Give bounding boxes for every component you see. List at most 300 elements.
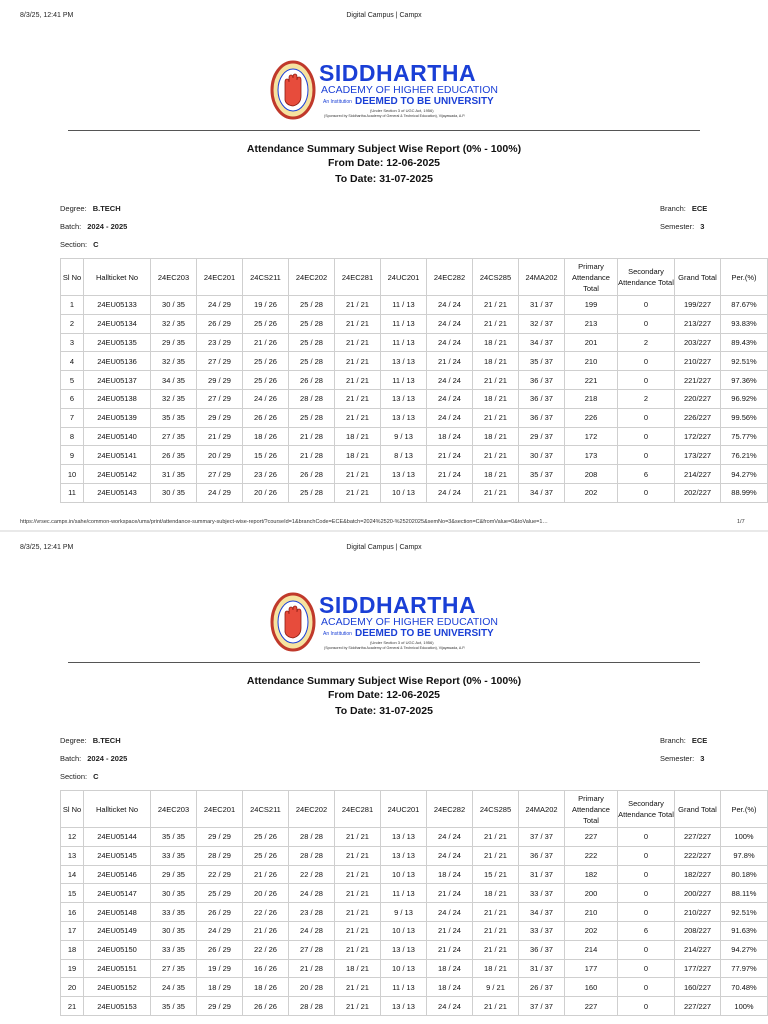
institution-name: SIDDHARTHA bbox=[319, 60, 477, 86]
cell-24ma202: 33 / 37 bbox=[519, 884, 565, 903]
cell-sl-no: 18 bbox=[61, 940, 84, 959]
cell-hallticket-no: 24EU05142 bbox=[84, 465, 151, 484]
cell-24ec281: 21 / 21 bbox=[335, 921, 381, 940]
cell-sl-no: 3 bbox=[61, 333, 84, 352]
cell-24ma202: 31 / 37 bbox=[519, 959, 565, 978]
cell-sl-no: 21 bbox=[61, 997, 84, 1016]
cell-24cs211: 21 / 26 bbox=[243, 865, 289, 884]
cell-24ec203: 31 / 35 bbox=[151, 465, 197, 484]
cell-24cs285: 15 / 21 bbox=[473, 865, 519, 884]
cell-hallticket-no: 24EU05143 bbox=[84, 483, 151, 502]
report-from-date: From Date: 12-06-2025 bbox=[327, 689, 441, 701]
cell-24uc201: 13 / 13 bbox=[381, 389, 427, 408]
table-row bbox=[61, 389, 768, 408]
column-header-24ma202: 24MA202 bbox=[519, 791, 565, 828]
cell-24ec282: 21 / 24 bbox=[427, 921, 473, 940]
cell-primary-total: 221 bbox=[565, 371, 618, 390]
cell-24ec203: 32 / 35 bbox=[151, 352, 197, 371]
cell-hallticket-no: 24EU05140 bbox=[84, 427, 151, 446]
cell-24cs211: 15 / 26 bbox=[243, 446, 289, 465]
cell-24ec281: 21 / 21 bbox=[335, 333, 381, 352]
cell-24cs211: 25 / 26 bbox=[243, 371, 289, 390]
cell-grand-total: 199/227 bbox=[675, 296, 721, 315]
cell-percentage: 100% bbox=[721, 997, 768, 1016]
cell-24ma202: 34 / 37 bbox=[519, 903, 565, 922]
cell-grand-total: 214/227 bbox=[675, 465, 721, 484]
cell-grand-total: 208/227 bbox=[675, 921, 721, 940]
cell-24ec202: 21 / 28 bbox=[289, 427, 335, 446]
cell-24ma202: 34 / 37 bbox=[519, 333, 565, 352]
cell-24ma202: 37 / 37 bbox=[519, 997, 565, 1016]
cell-24ec202: 24 / 28 bbox=[289, 921, 335, 940]
report-title: Attendance Summary Subject Wise Report (0% - 100%) bbox=[246, 143, 522, 155]
table-row bbox=[61, 371, 768, 390]
cell-24cs211: 19 / 26 bbox=[243, 296, 289, 315]
cell-grand-total: 222/227 bbox=[675, 846, 721, 865]
cell-percentage: 88.11% bbox=[721, 884, 768, 903]
cell-percentage: 94.27% bbox=[721, 940, 768, 959]
cell-24ec201: 26 / 29 bbox=[197, 940, 243, 959]
column-header-24cs211: 24CS211 bbox=[243, 791, 289, 828]
cell-24ec203: 29 / 35 bbox=[151, 333, 197, 352]
cell-secondary-total: 0 bbox=[618, 483, 675, 502]
meta-batch: Batch: 2024 - 2025 bbox=[60, 222, 128, 231]
column-header-24ec282: 24EC282 bbox=[427, 259, 473, 296]
column-header-secondary-total: Secondary Attendance Total bbox=[618, 259, 675, 296]
cell-24ec201: 26 / 29 bbox=[197, 903, 243, 922]
cell-24ec281: 18 / 21 bbox=[335, 427, 381, 446]
cell-sl-no: 6 bbox=[61, 389, 84, 408]
cell-24cs285: 18 / 21 bbox=[473, 389, 519, 408]
cell-24ec282: 21 / 24 bbox=[427, 940, 473, 959]
cell-24ec203: 24 / 35 bbox=[151, 978, 197, 997]
print-site-title: Digital Campus | Campx bbox=[346, 544, 422, 551]
cell-secondary-total: 0 bbox=[618, 940, 675, 959]
cell-secondary-total: 0 bbox=[618, 371, 675, 390]
cell-24cs285: 21 / 21 bbox=[473, 371, 519, 390]
cell-24ec202: 28 / 28 bbox=[289, 997, 335, 1016]
cell-24cs211: 26 / 26 bbox=[243, 997, 289, 1016]
report-from-date: From Date: 12-06-2025 bbox=[327, 157, 441, 169]
cell-primary-total: 202 bbox=[565, 483, 618, 502]
cell-grand-total: 213/227 bbox=[675, 314, 721, 333]
cell-primary-total: 200 bbox=[565, 884, 618, 903]
cell-24ec281: 21 / 21 bbox=[335, 483, 381, 502]
column-header-secondary-total: Secondary Attendance Total bbox=[618, 791, 675, 828]
cell-sl-no: 12 bbox=[61, 828, 84, 847]
cell-24ec202: 21 / 28 bbox=[289, 446, 335, 465]
cell-secondary-total: 0 bbox=[618, 903, 675, 922]
cell-24cs285: 18 / 21 bbox=[473, 333, 519, 352]
print-site-title: Digital Campus | Campx bbox=[346, 12, 422, 19]
cell-24uc201: 13 / 13 bbox=[381, 846, 427, 865]
cell-24ma202: 34 / 37 bbox=[519, 483, 565, 502]
table-row bbox=[61, 828, 768, 847]
cell-24ma202: 33 / 37 bbox=[519, 921, 565, 940]
cell-24cs211: 21 / 26 bbox=[243, 333, 289, 352]
cell-24ec202: 25 / 28 bbox=[289, 483, 335, 502]
cell-24ec202: 21 / 28 bbox=[289, 959, 335, 978]
cell-24ec203: 27 / 35 bbox=[151, 959, 197, 978]
cell-primary-total: 227 bbox=[565, 997, 618, 1016]
cell-24ec282: 24 / 24 bbox=[427, 371, 473, 390]
cell-percentage: 92.51% bbox=[721, 352, 768, 371]
cell-grand-total: 226/227 bbox=[675, 408, 721, 427]
table-row bbox=[61, 333, 768, 352]
cell-24ec202: 22 / 28 bbox=[289, 865, 335, 884]
cell-24uc201: 10 / 13 bbox=[381, 959, 427, 978]
cell-24ma202: 36 / 37 bbox=[519, 408, 565, 427]
cell-24ec202: 26 / 28 bbox=[289, 465, 335, 484]
cell-24uc201: 11 / 13 bbox=[381, 314, 427, 333]
cell-hallticket-no: 24EU05137 bbox=[84, 371, 151, 390]
cell-secondary-total: 2 bbox=[618, 333, 675, 352]
cell-24ma202: 36 / 37 bbox=[519, 389, 565, 408]
cell-24ec281: 21 / 21 bbox=[335, 389, 381, 408]
cell-24ec201: 27 / 29 bbox=[197, 465, 243, 484]
column-header-24cs285: 24CS285 bbox=[473, 259, 519, 296]
cell-24uc201: 13 / 13 bbox=[381, 828, 427, 847]
cell-24ec203: 33 / 35 bbox=[151, 940, 197, 959]
cell-24cs285: 21 / 21 bbox=[473, 997, 519, 1016]
cell-24ec281: 21 / 21 bbox=[335, 314, 381, 333]
column-header-24ec282: 24EC282 bbox=[427, 791, 473, 828]
cell-secondary-total: 0 bbox=[618, 427, 675, 446]
cell-sl-no: 20 bbox=[61, 978, 84, 997]
cell-24ec282: 24 / 24 bbox=[427, 333, 473, 352]
cell-24ec282: 18 / 24 bbox=[427, 959, 473, 978]
cell-secondary-total: 0 bbox=[618, 352, 675, 371]
column-header-24ec281: 24EC281 bbox=[335, 791, 381, 828]
cell-grand-total: 220/227 bbox=[675, 389, 721, 408]
cell-24ec201: 18 / 29 bbox=[197, 978, 243, 997]
meta-branch: Branch: ECE bbox=[660, 736, 708, 745]
cell-24ma202: 35 / 37 bbox=[519, 352, 565, 371]
cell-24ma202: 32 / 37 bbox=[519, 314, 565, 333]
cell-primary-total: 213 bbox=[565, 314, 618, 333]
cell-24cs285: 9 / 21 bbox=[473, 978, 519, 997]
cell-24cs285: 21 / 21 bbox=[473, 446, 519, 465]
institution-logo bbox=[270, 592, 498, 654]
cell-24cs285: 21 / 21 bbox=[473, 828, 519, 847]
attendance-table bbox=[60, 790, 768, 1016]
cell-grand-total: 203/227 bbox=[675, 333, 721, 352]
cell-percentage: 87.67% bbox=[721, 296, 768, 315]
cell-24cs285: 21 / 21 bbox=[473, 408, 519, 427]
column-header-24ec202: 24EC202 bbox=[289, 791, 335, 828]
table-row bbox=[61, 446, 768, 465]
institution-subtitle: ACADEMY OF HIGHER EDUCATION bbox=[321, 84, 498, 96]
cell-24ec282: 24 / 24 bbox=[427, 314, 473, 333]
cell-24uc201: 10 / 13 bbox=[381, 483, 427, 502]
cell-24ma202: 31 / 37 bbox=[519, 865, 565, 884]
cell-primary-total: 222 bbox=[565, 846, 618, 865]
cell-24uc201: 13 / 13 bbox=[381, 940, 427, 959]
cell-grand-total: 210/227 bbox=[675, 903, 721, 922]
cell-24ec282: 24 / 24 bbox=[427, 296, 473, 315]
institution-deemed: DEEMED TO BE UNIVERSITY bbox=[355, 96, 494, 107]
cell-primary-total: 172 bbox=[565, 427, 618, 446]
cell-sl-no: 5 bbox=[61, 371, 84, 390]
cell-24ec282: 24 / 24 bbox=[427, 483, 473, 502]
cell-hallticket-no: 24EU05149 bbox=[84, 921, 151, 940]
column-header-24cs211: 24CS211 bbox=[243, 259, 289, 296]
cell-sl-no: 11 bbox=[61, 483, 84, 502]
table-header-row bbox=[61, 259, 768, 296]
cell-24cs211: 25 / 26 bbox=[243, 828, 289, 847]
column-header-grand-total: Grand Total bbox=[675, 791, 721, 828]
cell-24ec203: 32 / 35 bbox=[151, 314, 197, 333]
institution-note1: (Under Section 3 of UGC Act, 1956) bbox=[370, 108, 434, 113]
column-header-primary-total: Primary Attendance Total bbox=[565, 259, 618, 296]
cell-grand-total: 200/227 bbox=[675, 884, 721, 903]
cell-hallticket-no: 24EU05134 bbox=[84, 314, 151, 333]
siddhartha-seal-icon bbox=[270, 592, 316, 652]
cell-24ec282: 21 / 24 bbox=[427, 352, 473, 371]
cell-secondary-total: 0 bbox=[618, 865, 675, 884]
column-header-sl-no: Sl No bbox=[61, 791, 84, 828]
cell-hallticket-no: 24EU05139 bbox=[84, 408, 151, 427]
cell-24cs211: 25 / 26 bbox=[243, 352, 289, 371]
column-header-24uc201: 24UC201 bbox=[381, 259, 427, 296]
cell-24ec282: 24 / 24 bbox=[427, 903, 473, 922]
cell-24cs285: 18 / 21 bbox=[473, 959, 519, 978]
cell-secondary-total: 0 bbox=[618, 296, 675, 315]
institution-deemed: DEEMED TO BE UNIVERSITY bbox=[355, 628, 494, 639]
cell-primary-total: 227 bbox=[565, 828, 618, 847]
cell-24ec203: 33 / 35 bbox=[151, 903, 197, 922]
cell-primary-total: 210 bbox=[565, 352, 618, 371]
cell-24cs285: 18 / 21 bbox=[473, 884, 519, 903]
cell-24ec281: 21 / 21 bbox=[335, 465, 381, 484]
cell-hallticket-no: 24EU05152 bbox=[84, 978, 151, 997]
meta-degree: Degree: B.TECH bbox=[60, 736, 121, 745]
cell-percentage: 89.43% bbox=[721, 333, 768, 352]
cell-primary-total: 173 bbox=[565, 446, 618, 465]
cell-grand-total: 227/227 bbox=[675, 828, 721, 847]
meta-section: Section: C bbox=[60, 772, 99, 781]
cell-24cs285: 21 / 21 bbox=[473, 921, 519, 940]
cell-hallticket-no: 24EU05144 bbox=[84, 828, 151, 847]
cell-percentage: 100% bbox=[721, 828, 768, 847]
table-row bbox=[61, 865, 768, 884]
cell-24ec203: 35 / 35 bbox=[151, 997, 197, 1016]
print-datetime: 8/3/25, 12:41 PM bbox=[20, 544, 74, 551]
cell-24ec201: 27 / 29 bbox=[197, 389, 243, 408]
cell-24cs211: 18 / 26 bbox=[243, 427, 289, 446]
cell-24ec282: 24 / 24 bbox=[427, 828, 473, 847]
cell-24ec282: 24 / 24 bbox=[427, 389, 473, 408]
column-header-percentage: Per.(%) bbox=[721, 791, 768, 828]
cell-secondary-total: 0 bbox=[618, 959, 675, 978]
cell-24ec201: 25 / 29 bbox=[197, 884, 243, 903]
institution-note1: (Under Section 3 of UGC Act, 1956) bbox=[370, 640, 434, 645]
cell-hallticket-no: 24EU05148 bbox=[84, 903, 151, 922]
cell-24uc201: 9 / 13 bbox=[381, 427, 427, 446]
cell-24cs211: 25 / 26 bbox=[243, 314, 289, 333]
cell-24cs285: 21 / 21 bbox=[473, 296, 519, 315]
cell-24ec202: 28 / 28 bbox=[289, 846, 335, 865]
cell-percentage: 97.36% bbox=[721, 371, 768, 390]
cell-24ec282: 18 / 24 bbox=[427, 427, 473, 446]
cell-hallticket-no: 24EU05153 bbox=[84, 997, 151, 1016]
cell-primary-total: 160 bbox=[565, 978, 618, 997]
table-row bbox=[61, 940, 768, 959]
cell-24ec281: 21 / 21 bbox=[335, 408, 381, 427]
cell-sl-no: 1 bbox=[61, 296, 84, 315]
cell-24ec282: 18 / 24 bbox=[427, 978, 473, 997]
cell-24cs285: 21 / 21 bbox=[473, 483, 519, 502]
cell-hallticket-no: 24EU05145 bbox=[84, 846, 151, 865]
print-url: https://vrsec.campx.in/sahe/common-workspace/ums/print/attendance-summary-subject-wise-report/?courseId=1&branchCode=ECE&batch=2024%2520-%25202025&semNo=3&section=C&fromValue=0&toValue=1… bbox=[20, 519, 548, 525]
cell-secondary-total: 0 bbox=[618, 828, 675, 847]
cell-24ec201: 19 / 29 bbox=[197, 959, 243, 978]
cell-24ec203: 30 / 35 bbox=[151, 483, 197, 502]
cell-secondary-total: 0 bbox=[618, 978, 675, 997]
cell-24ec282: 21 / 24 bbox=[427, 446, 473, 465]
cell-24ec281: 21 / 21 bbox=[335, 903, 381, 922]
cell-percentage: 93.83% bbox=[721, 314, 768, 333]
report-title: Attendance Summary Subject Wise Report (0% - 100%) bbox=[246, 675, 522, 687]
table-row bbox=[61, 296, 768, 315]
cell-24ec281: 21 / 21 bbox=[335, 828, 381, 847]
cell-secondary-total: 0 bbox=[618, 846, 675, 865]
cell-24ec201: 29 / 29 bbox=[197, 371, 243, 390]
header-divider bbox=[68, 130, 700, 131]
cell-24ec202: 27 / 28 bbox=[289, 940, 335, 959]
cell-24ec282: 21 / 24 bbox=[427, 884, 473, 903]
cell-24ec281: 18 / 21 bbox=[335, 959, 381, 978]
attendance-table bbox=[60, 258, 768, 503]
cell-24ec282: 24 / 24 bbox=[427, 408, 473, 427]
cell-24uc201: 9 / 13 bbox=[381, 903, 427, 922]
column-header-24cs285: 24CS285 bbox=[473, 791, 519, 828]
meta-batch: Batch: 2024 - 2025 bbox=[60, 754, 128, 763]
cell-percentage: 88.99% bbox=[721, 483, 768, 502]
cell-24ma202: 35 / 37 bbox=[519, 465, 565, 484]
cell-sl-no: 9 bbox=[61, 446, 84, 465]
cell-24ec281: 21 / 21 bbox=[335, 865, 381, 884]
column-header-hallticket-no: Hallticket No bbox=[84, 259, 151, 296]
column-header-24ec201: 24EC201 bbox=[197, 259, 243, 296]
cell-24uc201: 13 / 13 bbox=[381, 997, 427, 1016]
cell-24ec202: 25 / 28 bbox=[289, 333, 335, 352]
institution-note2: (Sponsored by Siddhartha Academy of General & Technical Education), Vijayawada, A.P. bbox=[324, 646, 466, 650]
cell-24cs285: 18 / 21 bbox=[473, 352, 519, 371]
table-row bbox=[61, 959, 768, 978]
cell-24ma202: 37 / 37 bbox=[519, 828, 565, 847]
cell-24ec202: 23 / 28 bbox=[289, 903, 335, 922]
cell-24ec203: 30 / 35 bbox=[151, 296, 197, 315]
cell-24ec202: 25 / 28 bbox=[289, 296, 335, 315]
cell-sl-no: 2 bbox=[61, 314, 84, 333]
cell-primary-total: 214 bbox=[565, 940, 618, 959]
cell-24ec203: 30 / 35 bbox=[151, 884, 197, 903]
table-row bbox=[61, 921, 768, 940]
cell-hallticket-no: 24EU05133 bbox=[84, 296, 151, 315]
cell-24ec281: 18 / 21 bbox=[335, 446, 381, 465]
cell-24ec202: 25 / 28 bbox=[289, 314, 335, 333]
column-header-24ec201: 24EC201 bbox=[197, 791, 243, 828]
cell-24ec203: 32 / 35 bbox=[151, 389, 197, 408]
cell-24uc201: 11 / 13 bbox=[381, 884, 427, 903]
table-row bbox=[61, 884, 768, 903]
cell-24ma202: 31 / 37 bbox=[519, 296, 565, 315]
cell-sl-no: 15 bbox=[61, 884, 84, 903]
column-header-primary-total: Primary Attendance Total bbox=[565, 791, 618, 828]
column-header-sl-no: Sl No bbox=[61, 259, 84, 296]
cell-24ec202: 28 / 28 bbox=[289, 389, 335, 408]
cell-percentage: 91.63% bbox=[721, 921, 768, 940]
cell-24cs211: 18 / 26 bbox=[243, 978, 289, 997]
cell-grand-total: 177/227 bbox=[675, 959, 721, 978]
cell-grand-total: 221/227 bbox=[675, 371, 721, 390]
cell-24cs285: 21 / 21 bbox=[473, 846, 519, 865]
column-header-24ec203: 24EC203 bbox=[151, 791, 197, 828]
cell-percentage: 75.77% bbox=[721, 427, 768, 446]
cell-24ec282: 24 / 24 bbox=[427, 846, 473, 865]
cell-24ec202: 26 / 28 bbox=[289, 371, 335, 390]
cell-percentage: 76.21% bbox=[721, 446, 768, 465]
institution-note2: (Sponsored by Siddhartha Academy of General & Technical Education), Vijayawada, A.P. bbox=[324, 114, 466, 118]
cell-24cs211: 25 / 26 bbox=[243, 846, 289, 865]
cell-24cs211: 20 / 26 bbox=[243, 884, 289, 903]
meta-semester: Semester: 3 bbox=[660, 222, 705, 231]
cell-hallticket-no: 24EU05151 bbox=[84, 959, 151, 978]
column-header-24ec281: 24EC281 bbox=[335, 259, 381, 296]
cell-percentage: 94.27% bbox=[721, 465, 768, 484]
cell-primary-total: 202 bbox=[565, 921, 618, 940]
cell-sl-no: 4 bbox=[61, 352, 84, 371]
cell-24cs285: 18 / 21 bbox=[473, 465, 519, 484]
cell-hallticket-no: 24EU05138 bbox=[84, 389, 151, 408]
cell-24cs211: 22 / 26 bbox=[243, 940, 289, 959]
cell-24ma202: 26 / 37 bbox=[519, 978, 565, 997]
cell-primary-total: 177 bbox=[565, 959, 618, 978]
cell-primary-total: 218 bbox=[565, 389, 618, 408]
cell-primary-total: 199 bbox=[565, 296, 618, 315]
cell-percentage: 77.97% bbox=[721, 959, 768, 978]
cell-grand-total: 202/227 bbox=[675, 483, 721, 502]
cell-primary-total: 208 bbox=[565, 465, 618, 484]
header-divider bbox=[68, 662, 700, 663]
siddhartha-seal-icon bbox=[270, 60, 316, 120]
cell-sl-no: 14 bbox=[61, 865, 84, 884]
institution-an-institution: An Institution bbox=[323, 631, 352, 637]
table-row bbox=[61, 978, 768, 997]
cell-24ec201: 28 / 29 bbox=[197, 846, 243, 865]
table-row bbox=[61, 408, 768, 427]
cell-percentage: 92.51% bbox=[721, 903, 768, 922]
institution-name: SIDDHARTHA bbox=[319, 592, 477, 618]
cell-24ec203: 26 / 35 bbox=[151, 446, 197, 465]
cell-24ec201: 24 / 29 bbox=[197, 483, 243, 502]
cell-hallticket-no: 24EU05146 bbox=[84, 865, 151, 884]
cell-grand-total: 160/227 bbox=[675, 978, 721, 997]
cell-24ec282: 21 / 24 bbox=[427, 465, 473, 484]
cell-24ma202: 30 / 37 bbox=[519, 446, 565, 465]
cell-primary-total: 226 bbox=[565, 408, 618, 427]
cell-24ec201: 26 / 29 bbox=[197, 314, 243, 333]
cell-24ec282: 24 / 24 bbox=[427, 997, 473, 1016]
table-row bbox=[61, 465, 768, 484]
cell-hallticket-no: 24EU05147 bbox=[84, 884, 151, 903]
print-page-indicator: 1/7 bbox=[737, 519, 745, 525]
cell-percentage: 97.8% bbox=[721, 846, 768, 865]
cell-24cs285: 18 / 21 bbox=[473, 427, 519, 446]
cell-sl-no: 19 bbox=[61, 959, 84, 978]
cell-24uc201: 11 / 13 bbox=[381, 333, 427, 352]
